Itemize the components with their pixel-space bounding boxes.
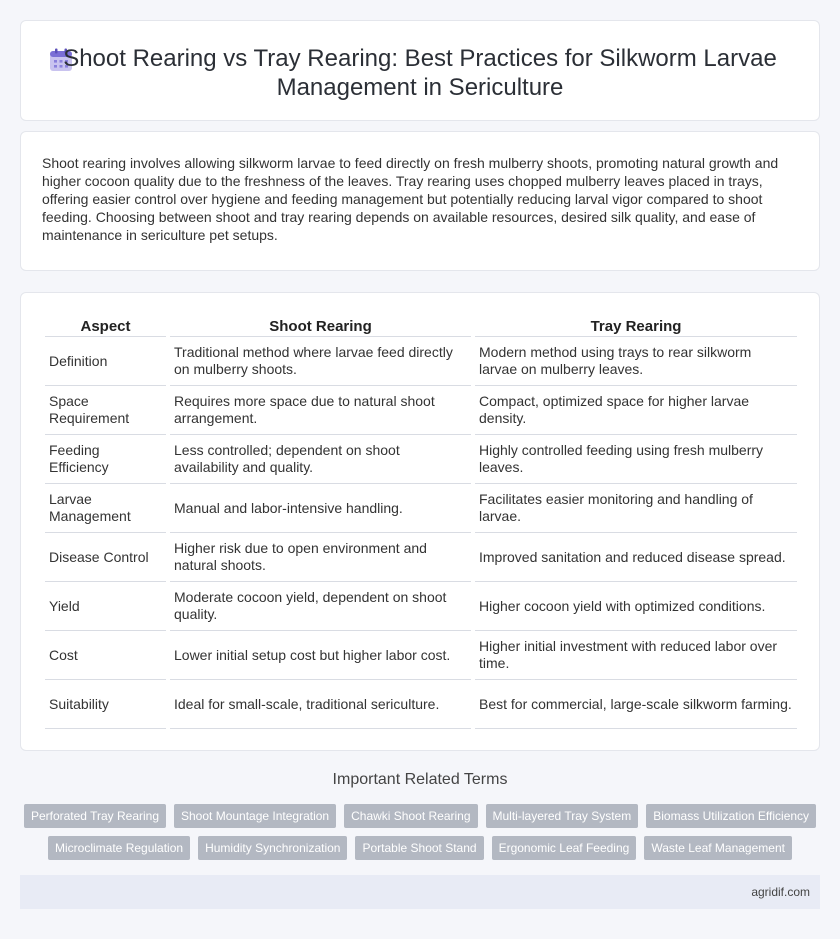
row-tray: Highly controlled feeding using fresh mulberry leaves. [475,435,797,484]
related-term-tag[interactable]: Microclimate Regulation [48,836,190,860]
row-tray: Modern method using trays to rear silkworm larvae on mulberry leaves. [475,337,797,386]
page-title [21,44,819,102]
related-term-tag[interactable]: Ergonomic Leaf Feeding [492,836,637,860]
row-shoot: Moderate cocoon yield, dependent on shoot quality. [170,582,471,631]
comparison-table [41,315,801,729]
related-term-tag[interactable]: Portable Shoot Stand [355,836,483,860]
row-aspect: Definition [45,337,166,386]
row-shoot: Less controlled; dependent on shoot availability and quality. [170,435,471,484]
related-terms-list [20,804,820,860]
intro-paragraph: Shoot rearing involves allowing silkworm larvae to feed directly on fresh mulberry shoots, promoting natural growth and higher cocoon quality due to the freshness of the leaves. Tray rearing uses chopped mulberry leaves placed in trays, offering easier control over hygiene and feeding management but potentially reducing larval vigor compared to shoot feeding. Choosing between shoot and tray rearing depends on available resources, desired silk quality, and ease of maintenance in sericulture pet setups. [42,155,779,243]
intro-card [20,131,820,271]
related-term-tag[interactable]: Waste Leaf Management [644,836,792,860]
page-title-line2: Management in Sericulture [276,74,564,101]
row-shoot: Higher risk due to open environment and natural shoots. [170,533,471,582]
row-aspect: Disease Control [45,533,166,582]
row-tray: Facilitates easier monitoring and handling of larvae. [475,484,797,533]
row-tray: Compact, optimized space for higher larvae density. [475,386,797,435]
table-row [45,533,797,582]
row-shoot: Traditional method where larvae feed directly on mulberry shoots. [170,337,471,386]
row-tray: Higher cocoon yield with optimized conditions. [475,582,797,631]
row-shoot: Lower initial setup cost but higher labor cost. [170,631,471,680]
related-term-tag[interactable]: Multi-layered Tray System [486,804,639,828]
row-aspect: Yield [45,582,166,631]
row-aspect: Larvae Management [45,484,166,533]
row-shoot: Requires more space due to natural shoot arrangement. [170,386,471,435]
related-term-tag[interactable]: Chawki Shoot Rearing [344,804,477,828]
table-row [45,435,797,484]
related-term-tag[interactable]: Shoot Mountage Integration [174,804,336,828]
row-aspect: Space Requirement [45,386,166,435]
table-row [45,386,797,435]
table-row [45,484,797,533]
footer [20,875,820,909]
row-shoot: Manual and labor-intensive handling. [170,484,471,533]
related-term-tag[interactable]: Biomass Utilization Efficiency [646,804,816,828]
row-shoot: Ideal for small-scale, traditional sericulture. [170,680,471,729]
table-header-row [45,315,797,337]
row-aspect: Feeding Efficiency [45,435,166,484]
related-terms-heading: Important Related Terms [332,771,508,788]
row-tray: Higher initial investment with reduced labor over time. [475,631,797,680]
table-row [45,582,797,631]
related-term-tag[interactable]: Perforated Tray Rearing [24,804,166,828]
row-tray: Improved sanitation and reduced disease spread. [475,533,797,582]
row-aspect: Suitability [45,680,166,729]
table-row [45,680,797,729]
table-row [45,337,797,386]
header-aspect: Aspect [45,315,166,337]
table-row [45,631,797,680]
footer-site-link[interactable]: agridif.com [751,885,810,899]
row-tray: Best for commercial, large-scale silkworm farming. [475,680,797,729]
related-term-tag[interactable]: Humidity Synchronization [198,836,347,860]
comparison-card [20,292,820,751]
header-tray-rearing: Tray Rearing [475,315,797,337]
title-card [20,20,820,121]
header-shoot-rearing: Shoot Rearing [170,315,471,337]
row-aspect: Cost [45,631,166,680]
page-title-line1: Shoot Rearing vs Tray Rearing: Best Practices for Silkworm Larvae [63,45,777,72]
